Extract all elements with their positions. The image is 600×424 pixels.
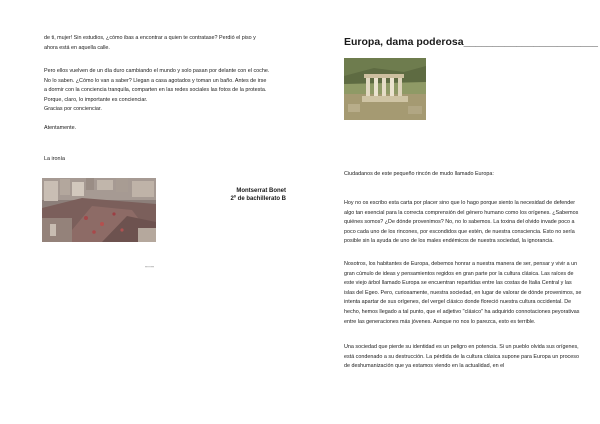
small-caption: ········ bbox=[145, 265, 155, 269]
body-paragraph: de ti, mujer! Sin estudios, ¿cómo ibas a encontrar a quien te contratase? Perdió el piso y ahora está en aquella calle. bbox=[44, 35, 256, 51]
body-paragraph: Nosotros, los habitantes de Europa, debemos honrar a nuestra manera de ser, pensar y vivir a un gran cúmulo de ideas y pensamientos regidos en gran parte por la cultura clásica. Las raíces de este viejo árbol llamado Europa se encuentran repartidas entre las costas de Italia Central y las islas del Egeo. Pero, curiosamente, nuestra sociedad, en lugar de valorar de dónde provenimos, se intenta apartar de sus orígenes, del vergel clásico donde floreció nuestra cultura occidental. De hecho, hemos llegado a tal punto, que el adjetivo "clásico" ha adquirido connotaciones peyorativas entre las generaciones más jóvenes. Aunque no nos lo parezca, esto es terrible. bbox=[344, 261, 582, 325]
body-paragraph: Hoy no os escribo esta carta por placer sino que lo hago porque siento la necesidad de defender algo tan esencial para la correcta comprensión del género humano como los orígenes. ¿Sabemos quiénes somos? ¿De dónde provenimos? No, no lo sabemos. La toxina del olvido invade poco a poco cada uno de los rincones, por escondidos que estén, de nuestra consciencia. Esto no sería posible sin la ayuda de uno de los males endémicos de nuestra sociedad, la ignorancia. bbox=[344, 200, 579, 245]
author-name: Montserrat Bonet bbox=[236, 188, 286, 194]
essay-title: La ironía bbox=[44, 156, 65, 162]
salutation: Ciudadanos de este pequeño rincón de mudo llamado Europa: bbox=[344, 171, 494, 177]
body-paragraph: Pero ellos vuelven de un día duro cambiando el mundo y solo pasan por delante con el coche. No lo saben. ¿Cómo lo van a saber? Llegan a casa agotados y toman un baño. Antes de irse a dormir con la conciencia tranquila, comparten en las redes sociales las fotos de la protesta. Porque, claro, lo importante es concienciar. bbox=[44, 68, 270, 103]
body-paragraph: Una sociedad que pierde su identidad es un peligro en potencia. Si un pueblo olvida sus orígenes, está condenado a su destrucción. La pérdida de la cultura clásica supone para Europa un proceso de deshumanización que ya estamos viendo en la actualidad, en el bbox=[344, 344, 579, 370]
author-signature bbox=[176, 187, 286, 203]
article-title: Europa, dama poderosa_______________________ bbox=[344, 36, 598, 48]
protest-crowd-photo bbox=[42, 178, 156, 242]
body-paragraph: Gracias por concienciar. bbox=[44, 106, 102, 112]
right-page bbox=[300, 0, 600, 424]
closing-line: Atentamente. bbox=[44, 125, 77, 131]
author-class: 2º de bachillerato B bbox=[230, 196, 286, 202]
greek-temple-photo bbox=[344, 58, 426, 120]
